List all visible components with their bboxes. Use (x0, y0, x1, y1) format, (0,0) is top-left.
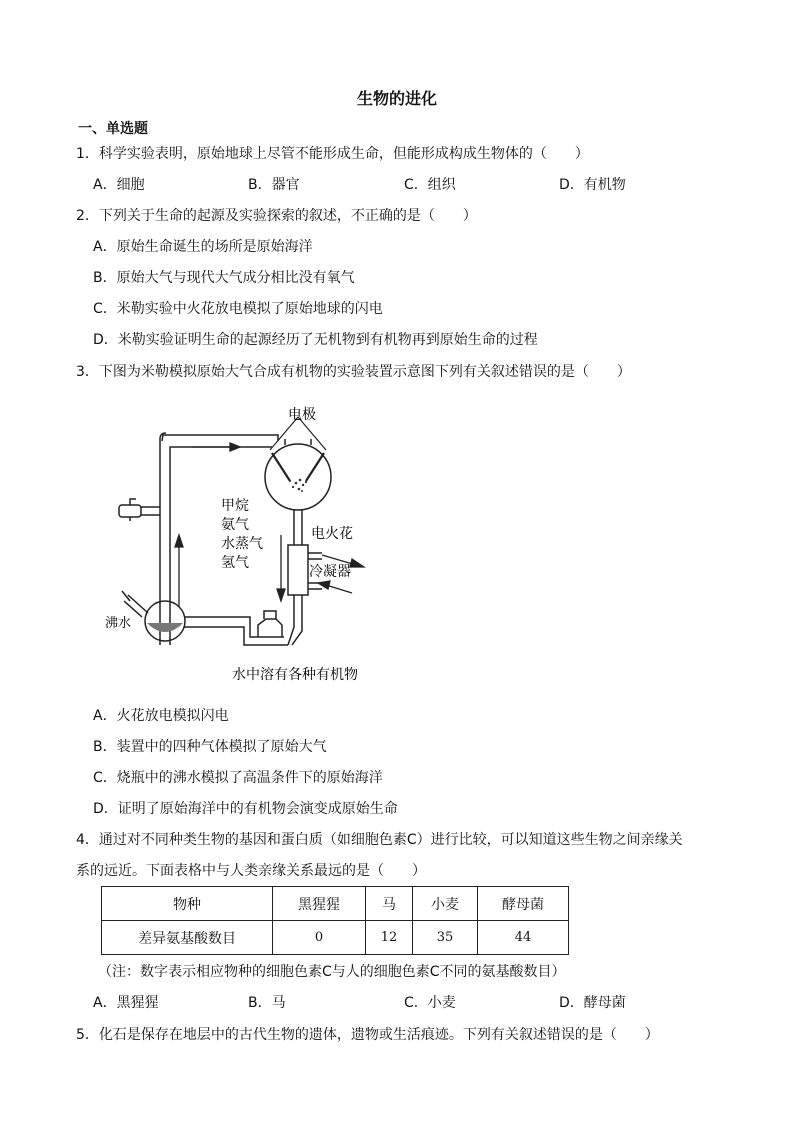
q2-option-a: A．原始生命诞生的场所是原始海洋 (93, 239, 313, 255)
question-1-stem: 1．科学实验表明，原始地球上尽管不能形成生命，但能形成构成生物体的（ ） (76, 146, 589, 162)
q4-option-b: B．马 (248, 995, 286, 1011)
table-cell: 44 (478, 921, 569, 955)
q3-option-b: B．装置中的四种气体模拟了原始大气 (93, 739, 327, 755)
miller-apparatus-figure (0, 395, 794, 695)
table-note: （注：数字表示相应物种的细胞色素C与人的细胞色素C不同的氨基酸数目） (98, 964, 566, 980)
q3-option-c: C．烧瓶中的沸水模拟了高温条件下的原始海洋 (93, 770, 383, 786)
cytochrome-table (101, 886, 569, 955)
table-cell: 酵母菌 (478, 887, 569, 921)
q4-option-d: D．酵母菌 (559, 995, 626, 1011)
table-cell: 差异氨基酸数目 (102, 921, 273, 955)
label-hydrogen: 氢气 (221, 555, 249, 571)
table-header-row (102, 887, 569, 921)
label-boiling-water: 沸水 (105, 616, 132, 631)
q2-option-b: B．原始大气与现代大气成分相比没有氧气 (93, 270, 355, 286)
section-heading: 一、单选题 (78, 121, 148, 137)
table-cell: 物种 (102, 887, 273, 921)
question-3-stem: 3．下图为米勒模拟原始大气合成有机物的实验装置示意图下列有关叙述错误的是（ ） (76, 364, 631, 380)
label-water-vapor: 水蒸气 (221, 536, 263, 552)
q4-option-c: C．小麦 (404, 995, 456, 1011)
label-ammonia: 氨气 (221, 517, 249, 533)
question-4-stem-line1: 4．通过对不同种类生物的基因和蛋白质（如细胞色素C）进行比较，可以知道这些生物之间亲缘关 (76, 832, 683, 848)
q1-option-b: B．器官 (248, 177, 300, 193)
table-cell: 0 (273, 921, 366, 955)
table-cell: 小麦 (413, 887, 478, 921)
table-cell: 黑猩猩 (273, 887, 366, 921)
q4-option-a: A．黑猩猩 (93, 995, 159, 1011)
q1-option-c: C．组织 (404, 177, 456, 193)
question-2-stem: 2．下列关于生命的起源及实验探索的叙述，不正确的是（ ） (76, 208, 477, 224)
q3-option-a: A．火花放电模拟闪电 (93, 708, 229, 724)
table-row (102, 921, 569, 955)
table-cell: 35 (413, 921, 478, 955)
figure-caption: 水中溶有各种有机物 (232, 667, 358, 683)
table-cell: 12 (366, 921, 413, 955)
question-5-stem: 5．化石是保存在地层中的古代生物的遗体，遗物或生活痕迹。下列有关叙述错误的是（ ） (76, 1027, 659, 1043)
label-methane: 甲烷 (221, 498, 249, 514)
q2-option-d: D．米勒实验证明生命的起源经历了无机物到有机物再到原始生命的过程 (93, 332, 538, 348)
page-title: 生物的进化 (356, 89, 437, 108)
label-electrode: 电极 (288, 407, 316, 423)
label-condenser: 冷凝器 (309, 564, 351, 580)
q1-option-a: A．细胞 (93, 177, 145, 193)
q1-option-d: D．有机物 (559, 177, 626, 193)
table-cell: 马 (366, 887, 413, 921)
q3-option-d: D．证明了原始海洋中的有机物会演变成原始生命 (93, 801, 398, 817)
question-4-stem-line2: 系的远近。下面表格中与人类亲缘关系最远的是（ ） (76, 863, 426, 879)
q2-option-c: C．米勒实验中火花放电模拟了原始地球的闪电 (93, 301, 383, 317)
label-spark: 电火花 (311, 526, 353, 542)
